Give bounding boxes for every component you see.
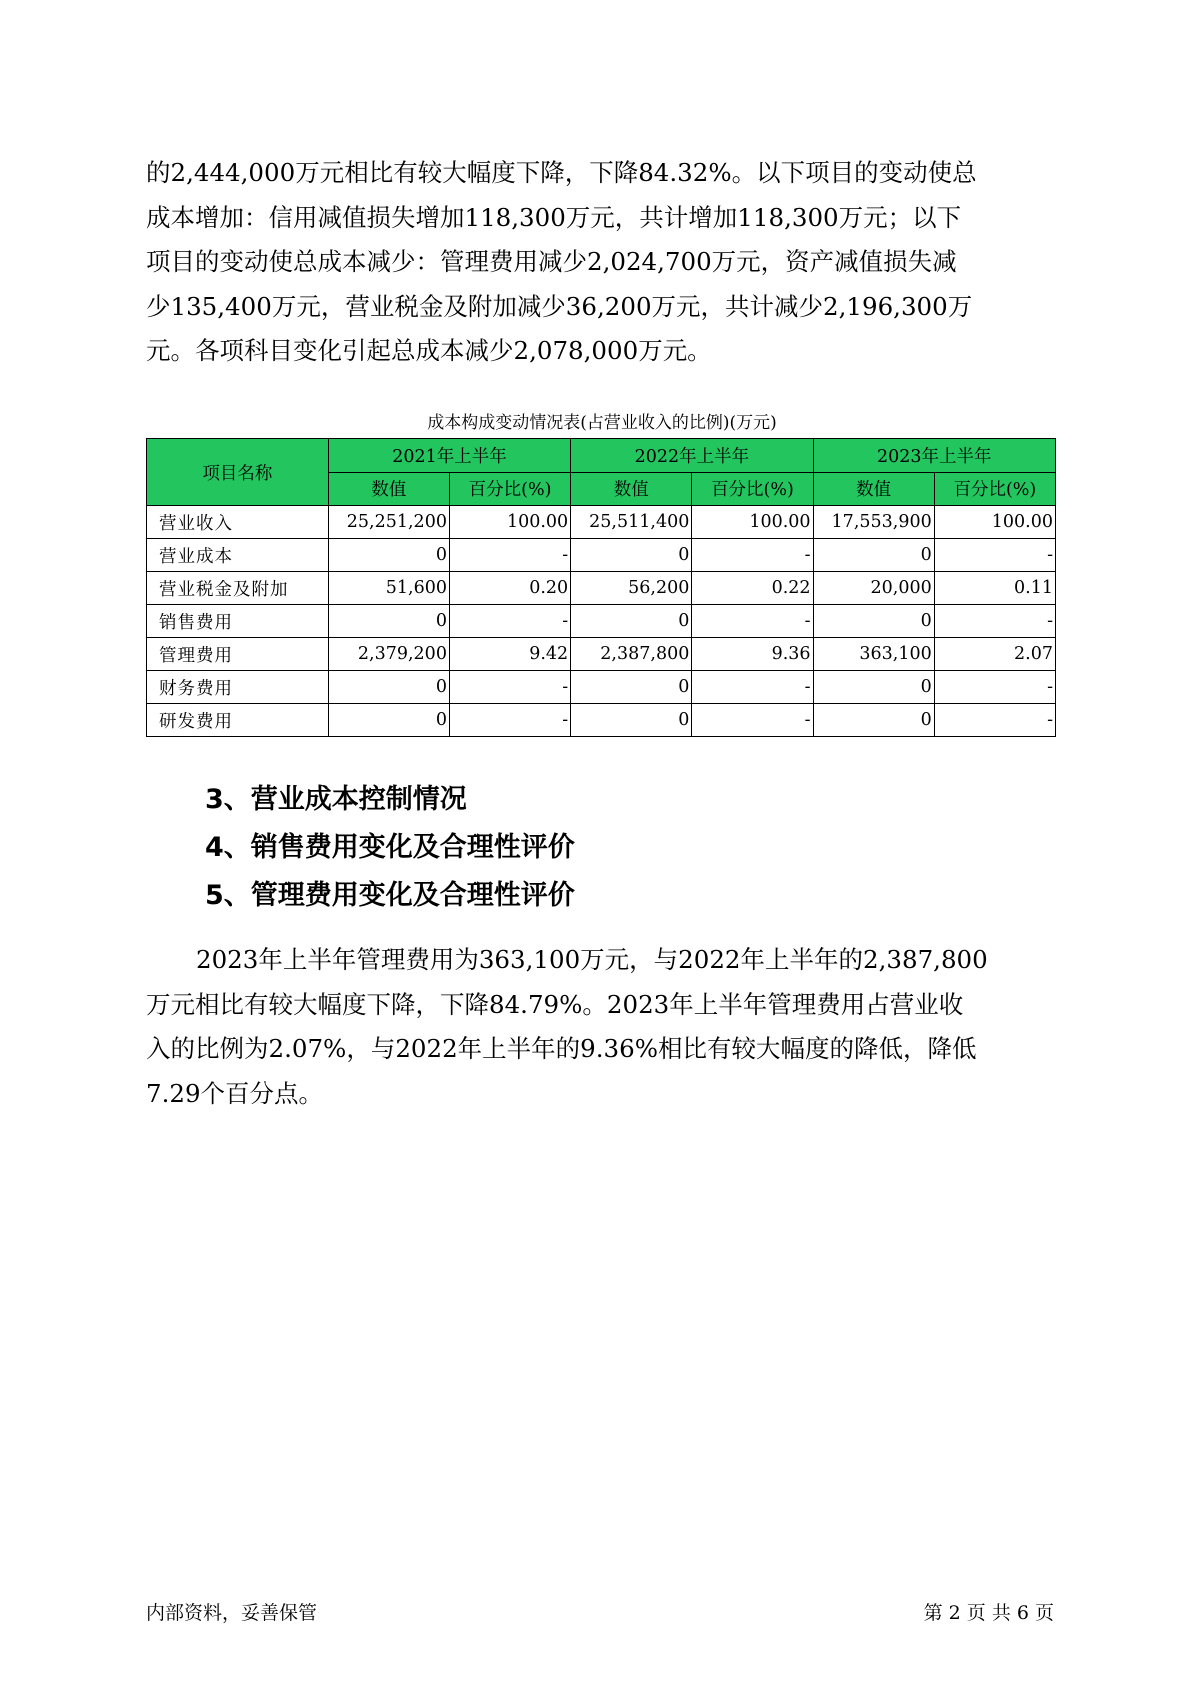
heading-sales-expense: 4、销售费用变化及合理性评价: [205, 832, 575, 863]
cell-value: 0: [328, 539, 449, 572]
cell-percent: -: [934, 704, 1055, 737]
table-body: [147, 506, 1056, 737]
table-caption: 成本构成变动情况表(占营业收入的比例)(万元): [427, 413, 777, 433]
cell-value: 363,100: [813, 638, 934, 671]
cell-percent: 0.20: [449, 572, 570, 605]
row-label: 财务费用: [147, 671, 329, 704]
cell-value: 2,387,800: [571, 638, 692, 671]
cell-value: 56,200: [571, 572, 692, 605]
table-row: [147, 638, 1056, 671]
header-value: 数值: [328, 472, 449, 506]
header-year-2021: 2021年上半年: [328, 439, 570, 473]
cell-value: 0: [571, 605, 692, 638]
cell-value: 0: [571, 539, 692, 572]
cell-percent: -: [449, 671, 570, 704]
footer-confidential-note: 内部资料，妥善保管: [146, 1602, 318, 1624]
cell-value: 17,553,900: [813, 506, 934, 539]
cell-value: 0: [328, 671, 449, 704]
cell-percent: 0.22: [692, 572, 813, 605]
table-row: [147, 671, 1056, 704]
paragraph-cost-change: [146, 151, 1058, 374]
heading-operating-cost: 3、营业成本控制情况: [205, 784, 467, 815]
cell-value: 0: [813, 704, 934, 737]
header-year-2023: 2023年上半年: [813, 439, 1055, 473]
cell-percent: 100.00: [692, 506, 813, 539]
text-line: 万元相比有较大幅度下降，下降84.79%。2023年上半年管理费用占营业收: [146, 989, 964, 1019]
cell-value: 25,251,200: [328, 506, 449, 539]
cell-value: 51,600: [328, 572, 449, 605]
header-item-name: 项目名称: [147, 439, 329, 506]
row-label: 管理费用: [147, 638, 329, 671]
cell-percent: -: [692, 605, 813, 638]
table-row: [147, 572, 1056, 605]
cell-value: 0: [813, 671, 934, 704]
table-row: [147, 539, 1056, 572]
cell-percent: 100.00: [934, 506, 1055, 539]
header-percent: 百分比(%): [934, 472, 1055, 506]
cell-percent: -: [934, 605, 1055, 638]
row-label: 营业成本: [147, 539, 329, 572]
cell-percent: -: [934, 671, 1055, 704]
cell-value: 0: [813, 605, 934, 638]
row-label: 研发费用: [147, 704, 329, 737]
text-line: 元。各项科目变化引起总成本减少2,078,000万元。: [146, 336, 712, 365]
text-line: 7.29个百分点。: [146, 1078, 324, 1108]
text-line: 项目的变动使总成本减少：管理费用减少2,024,700万元，资产减值损失减: [146, 247, 957, 276]
cell-percent: -: [934, 539, 1055, 572]
cell-value: 25,511,400: [571, 506, 692, 539]
cell-value: 20,000: [813, 572, 934, 605]
row-label: 营业收入: [147, 506, 329, 539]
header-percent: 百分比(%): [692, 472, 813, 506]
table-row: [147, 605, 1056, 638]
text-line: 入的比例为2.07%，与2022年上半年的9.36%相比有较大幅度的降低，降低: [146, 1034, 977, 1063]
cost-structure-table: [146, 438, 1056, 737]
table-row: [147, 704, 1056, 737]
footer-page-number: 第 2 页 共 6 页: [923, 1602, 1054, 1624]
heading-admin-expense: 5、管理费用变化及合理性评价: [205, 880, 575, 911]
cell-value: 0: [813, 539, 934, 572]
cell-percent: -: [449, 704, 570, 737]
text-line: 少135,400万元，营业税金及附加减少36,200万元，共计减少2,196,300万: [146, 291, 973, 321]
header-year-2022: 2022年上半年: [571, 439, 813, 473]
text-line: 2023年上半年管理费用为363,100万元，与2022年上半年的2,387,800: [196, 945, 988, 974]
cell-percent: -: [692, 539, 813, 572]
cell-percent: 2.07: [934, 638, 1055, 671]
cell-percent: 100.00: [449, 506, 570, 539]
cell-percent: 0.11: [934, 572, 1055, 605]
cell-value: 0: [571, 671, 692, 704]
cell-value: 0: [328, 605, 449, 638]
cell-percent: -: [449, 539, 570, 572]
table-header-row: [147, 439, 1056, 473]
cell-value: 2,379,200: [328, 638, 449, 671]
row-label: 销售费用: [147, 605, 329, 638]
cell-percent: -: [692, 704, 813, 737]
cell-value: 0: [571, 704, 692, 737]
header-value: 数值: [813, 472, 934, 506]
cell-percent: 9.36: [692, 638, 813, 671]
cell-percent: -: [449, 605, 570, 638]
header-percent: 百分比(%): [449, 472, 570, 506]
text-line: 成本增加：信用减值损失增加118,300万元，共计增加118,300万元；以下: [146, 202, 962, 232]
header-value: 数值: [571, 472, 692, 506]
paragraph-admin-expense: [146, 938, 1058, 1116]
row-label: 营业税金及附加: [147, 572, 329, 605]
cell-percent: -: [692, 671, 813, 704]
cell-percent: 9.42: [449, 638, 570, 671]
text-line: 的2,444,000万元相比有较大幅度下降，下降84.32%。以下项目的变动使总: [146, 158, 977, 187]
table-row: [147, 506, 1056, 539]
cell-value: 0: [328, 704, 449, 737]
